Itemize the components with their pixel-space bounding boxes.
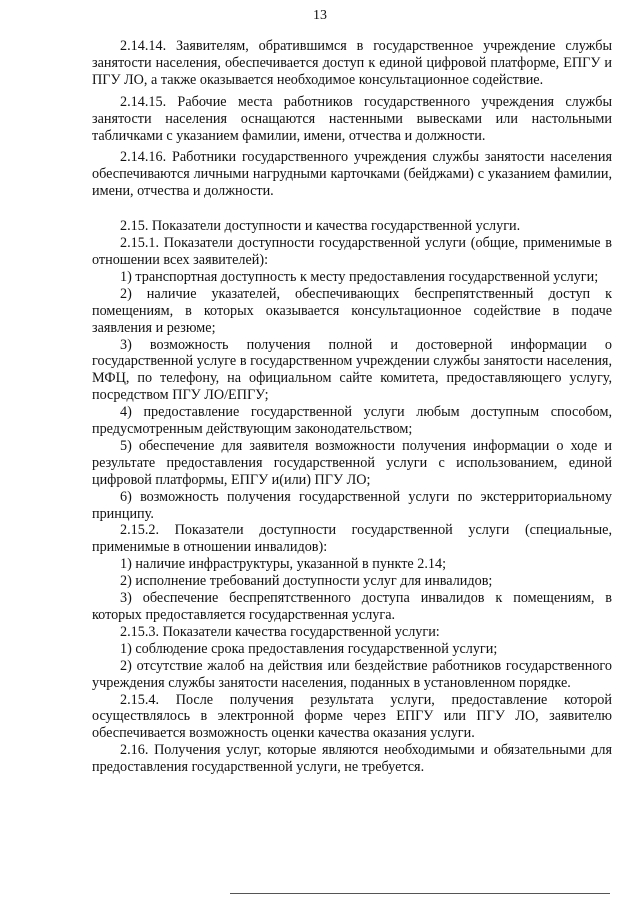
page-number: 13	[313, 8, 327, 23]
footer-divider	[230, 893, 610, 894]
list-item-1: 1) наличие инфраструктуры, указанной в пункте 2.14;	[120, 556, 447, 573]
paragraph-2-16: 2.16. Получения услуг, которые являются необходимыми и обязательными для предоставления государственной услуги, не требуется.	[92, 742, 612, 776]
list-item-2: 2) исполнение требований доступности услуг для инвалидов;	[120, 573, 493, 590]
list-item-6: 6) возможность получения государственной услуги по экстерриториальному принципу.	[92, 488, 612, 522]
paragraph-2-15-2: 2.15.2. Показатели доступности государственной услуги (специальные, применимые в отношении инвалидов):	[92, 522, 612, 556]
paragraph-2-15-3: 2.15.3. Показатели качества государственной услуги:	[120, 623, 440, 640]
list-item-5: 5) обеспечение для заявителя возможности получения информации о ходе и результате предоставления государственной услуги с использованием, единой цифровой платформы, ЕПГУ и(или) ПГУ ЛО;	[92, 437, 612, 488]
list-item-3: 3) обеспечение беспрепятственного доступа инвалидов к помещениям, в которых предоставляется государственная услуга.	[92, 590, 612, 623]
list-item-1: 1) транспортная доступность к месту предоставления государственной услуги;	[120, 268, 599, 285]
paragraph-2-14-16: 2.14.16. Работники государственного учреждения службы занятости населения обеспечиваются личными нагрудными карточками (бейджами) с указанием фамилии, имени, отчества и должности.	[92, 149, 612, 200]
list-item-1: 1) соблюдение срока предоставления государственной услуги;	[120, 640, 498, 657]
paragraph-2-14-14: 2.14.14. Заявителям, обратившимся в государственное учреждение службы занятости населения, обеспечивается доступ к единой цифровой платформе, ЕПГУ и ПГУ ЛО, а также оказывается необходимое консультационное содействие.	[92, 38, 612, 88]
list-item-4: 4) предоставление государственной услуги любым доступным способом, предусмотренным действующим законодательством;	[92, 404, 612, 438]
document-body	[92, 38, 612, 776]
section-heading-2-15: 2.15. Показатели доступности и качества государственной услуги.	[120, 218, 521, 235]
list-item-2: 2) отсутствие жалоб на действия или бездействие работников государственного учреждения службы занятости населения, поданных в установленном порядке.	[92, 657, 612, 691]
list-item-2: 2) наличие указателей, обеспечивающих беспрепятственный доступ к помещениям, в которых оказывается консультационное содействие в подаче заявления и резюме;	[92, 285, 612, 336]
paragraph-2-14-15: 2.14.15. Рабочие места работников государственного учреждения службы занятости населения оснащаются настенными вывесками или настольными табличками с указанием фамилии, имени, отчества и должности.	[92, 93, 612, 144]
paragraph-2-15-1: 2.15.1. Показатели доступности государственной услуги (общие, применимые в отношении всех заявителей):	[92, 235, 612, 268]
list-item-3: 3) возможность получения полной и достоверной информации о государственной услуге в государственном учреждении службы занятости населения, МФЦ, по телефону, на официальном сайте комитета, предоставляющего услугу, посредством ПГУ ЛО/ЕПГУ;	[92, 336, 612, 404]
paragraph-2-15-4: 2.15.4. После получения результата услуги, предоставление которой осуществлялось в электронной форме через ЕПГУ или ПГУ ЛО, заявителю обеспечивается возможность оценки качества оказания услуги.	[92, 691, 612, 742]
